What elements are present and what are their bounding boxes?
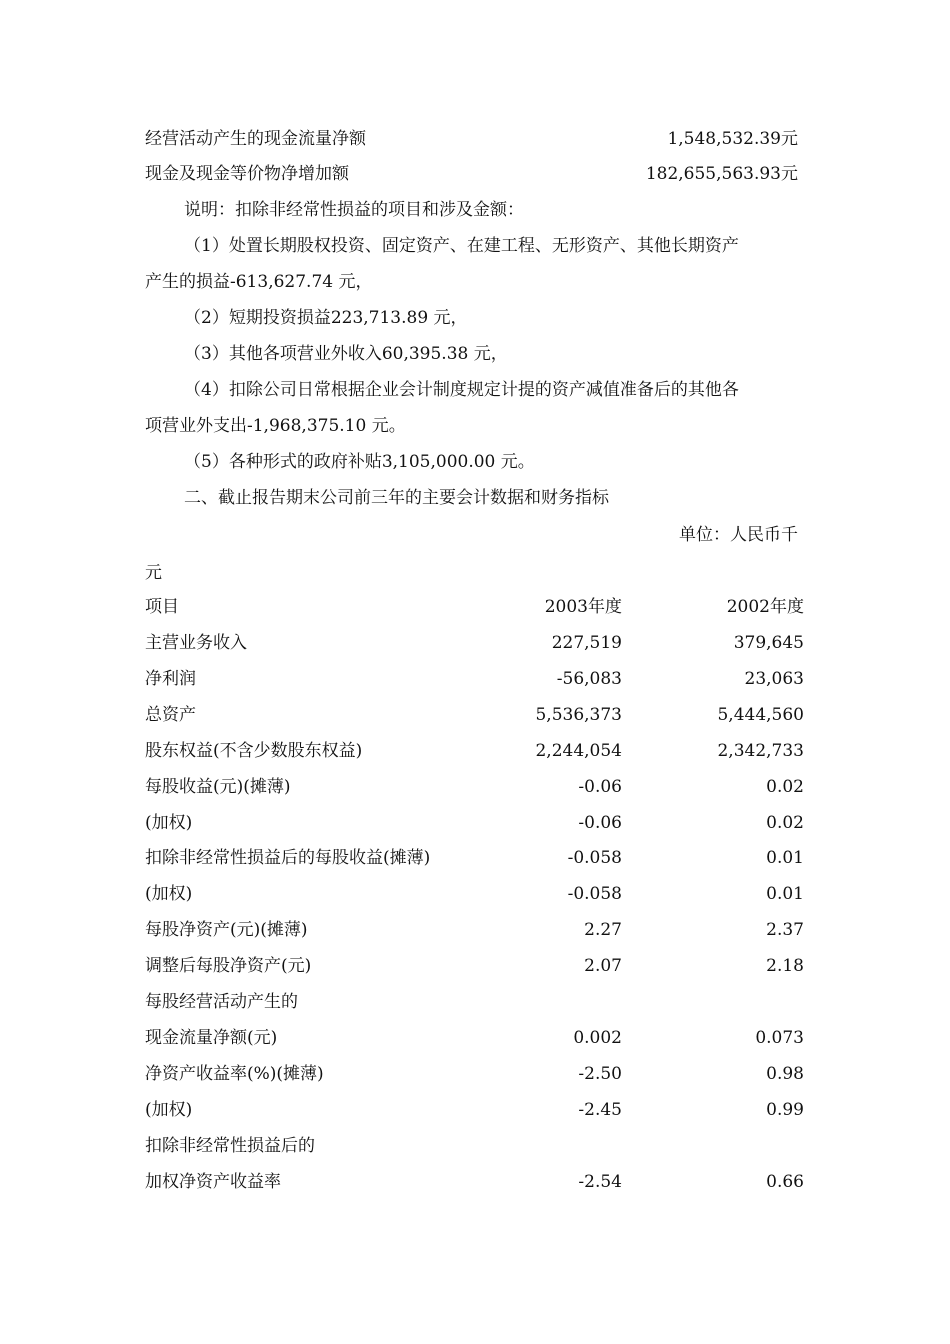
section-2-title: 二、截止报告期末公司前三年的主要会计数据和财务指标 bbox=[184, 488, 609, 508]
table-row-label: (加权) bbox=[145, 813, 193, 833]
table-row-value-2002: 0.02 bbox=[766, 813, 804, 833]
table-row-value-2003: -56,083 bbox=[556, 669, 622, 689]
table-row-value-2003: -0.058 bbox=[567, 884, 622, 904]
table-row-value-2002: 0.02 bbox=[766, 777, 804, 797]
table-row-value-2003: -0.058 bbox=[567, 848, 622, 868]
table-row-label: 每股经营活动产生的 bbox=[145, 992, 298, 1012]
summary-value-cash-increase: 182,655,563.93元 bbox=[645, 164, 798, 184]
note-heading: 说明：扣除非经常性损益的项目和涉及金额： bbox=[184, 200, 524, 220]
table-row-value-2003: 2.27 bbox=[584, 920, 622, 940]
table-row-value-2002: 0.98 bbox=[766, 1064, 804, 1084]
note-item-4-line-2: 项营业外支出-1,968,375.10 元。 bbox=[145, 416, 406, 436]
table-row-label: 净资产收益率(%)(摊薄) bbox=[145, 1064, 324, 1084]
table-row-label: 现金流量净额(元) bbox=[145, 1028, 278, 1048]
note-item-3: （3）其他各项营业外收入60,395.38 元， bbox=[184, 344, 508, 364]
table-row-value-2002: 5,444,560 bbox=[717, 705, 804, 725]
table-row-label: (加权) bbox=[145, 884, 193, 904]
summary-label-operating-cashflow: 经营活动产生的现金流量净额 bbox=[145, 129, 366, 149]
unit-label-line-1: 单位：人民币千 bbox=[679, 525, 798, 545]
table-header-2002: 2002年度 bbox=[726, 597, 804, 617]
table-row-value-2002: 2.37 bbox=[766, 920, 804, 940]
note-item-4-line-1: （4）扣除公司日常根据企业会计制度规定计提的资产减值准备后的其他各 bbox=[184, 380, 739, 400]
table-row-label: 每股收益(元)(摊薄) bbox=[145, 777, 291, 797]
table-row-value-2002: 2,342,733 bbox=[717, 741, 804, 761]
table-row-value-2003: 2.07 bbox=[584, 956, 622, 976]
table-row-value-2002: 0.66 bbox=[766, 1172, 804, 1192]
table-row-value-2003: 227,519 bbox=[551, 633, 622, 653]
table-row-value-2002: 0.99 bbox=[766, 1100, 804, 1120]
table-row-label: 主营业务收入 bbox=[145, 633, 247, 653]
table-row-label: 每股净资产(元)(摊薄) bbox=[145, 920, 308, 940]
table-row-label: 加权净资产收益率 bbox=[145, 1172, 281, 1192]
note-item-2: （2）短期投资损益223,713.89 元， bbox=[184, 308, 468, 328]
table-row-label: 净利润 bbox=[145, 669, 196, 689]
table-row-value-2003: -2.45 bbox=[578, 1100, 622, 1120]
table-row-label: 扣除非经常性损益后的 bbox=[145, 1136, 315, 1156]
note-item-1-line-2: 产生的损益-613,627.74 元， bbox=[145, 272, 373, 292]
table-row-label: 总资产 bbox=[145, 705, 196, 725]
table-row-value-2002: 379,645 bbox=[733, 633, 804, 653]
table-row-label: 扣除非经常性损益后的每股收益(摊薄) bbox=[145, 848, 431, 868]
table-row-value-2002: 23,063 bbox=[744, 669, 804, 689]
table-row-value-2003: 0.002 bbox=[573, 1028, 622, 1048]
table-row-value-2003: -2.50 bbox=[578, 1064, 622, 1084]
table-header-item: 项目 bbox=[145, 597, 179, 617]
unit-label-line-2: 元 bbox=[145, 563, 162, 583]
table-row-value-2002: 0.01 bbox=[766, 884, 804, 904]
table-row-value-2003: -0.06 bbox=[578, 813, 622, 833]
table-row-label: 股东权益(不含少数股东权益) bbox=[145, 741, 363, 761]
note-item-5: （5）各种形式的政府补贴3,105,000.00 元。 bbox=[184, 452, 535, 472]
table-header-2003: 2003年度 bbox=[544, 597, 622, 617]
summary-label-cash-increase: 现金及现金等价物净增加额 bbox=[145, 164, 349, 184]
table-row-value-2003: -0.06 bbox=[578, 777, 622, 797]
table-row-value-2003: 2,244,054 bbox=[535, 741, 622, 761]
summary-value-operating-cashflow: 1,548,532.39元 bbox=[667, 129, 798, 149]
table-row-value-2003: 5,536,373 bbox=[535, 705, 622, 725]
table-row-value-2002: 0.073 bbox=[755, 1028, 804, 1048]
table-row-value-2003: -2.54 bbox=[578, 1172, 622, 1192]
table-row-value-2002: 2.18 bbox=[766, 956, 804, 976]
table-row-value-2002: 0.01 bbox=[766, 848, 804, 868]
table-row-label: (加权) bbox=[145, 1100, 193, 1120]
table-row-label: 调整后每股净资产(元) bbox=[145, 956, 312, 976]
note-item-1-line-1: （1）处置长期股权投资、固定资产、在建工程、无形资产、其他长期资产 bbox=[184, 236, 739, 256]
